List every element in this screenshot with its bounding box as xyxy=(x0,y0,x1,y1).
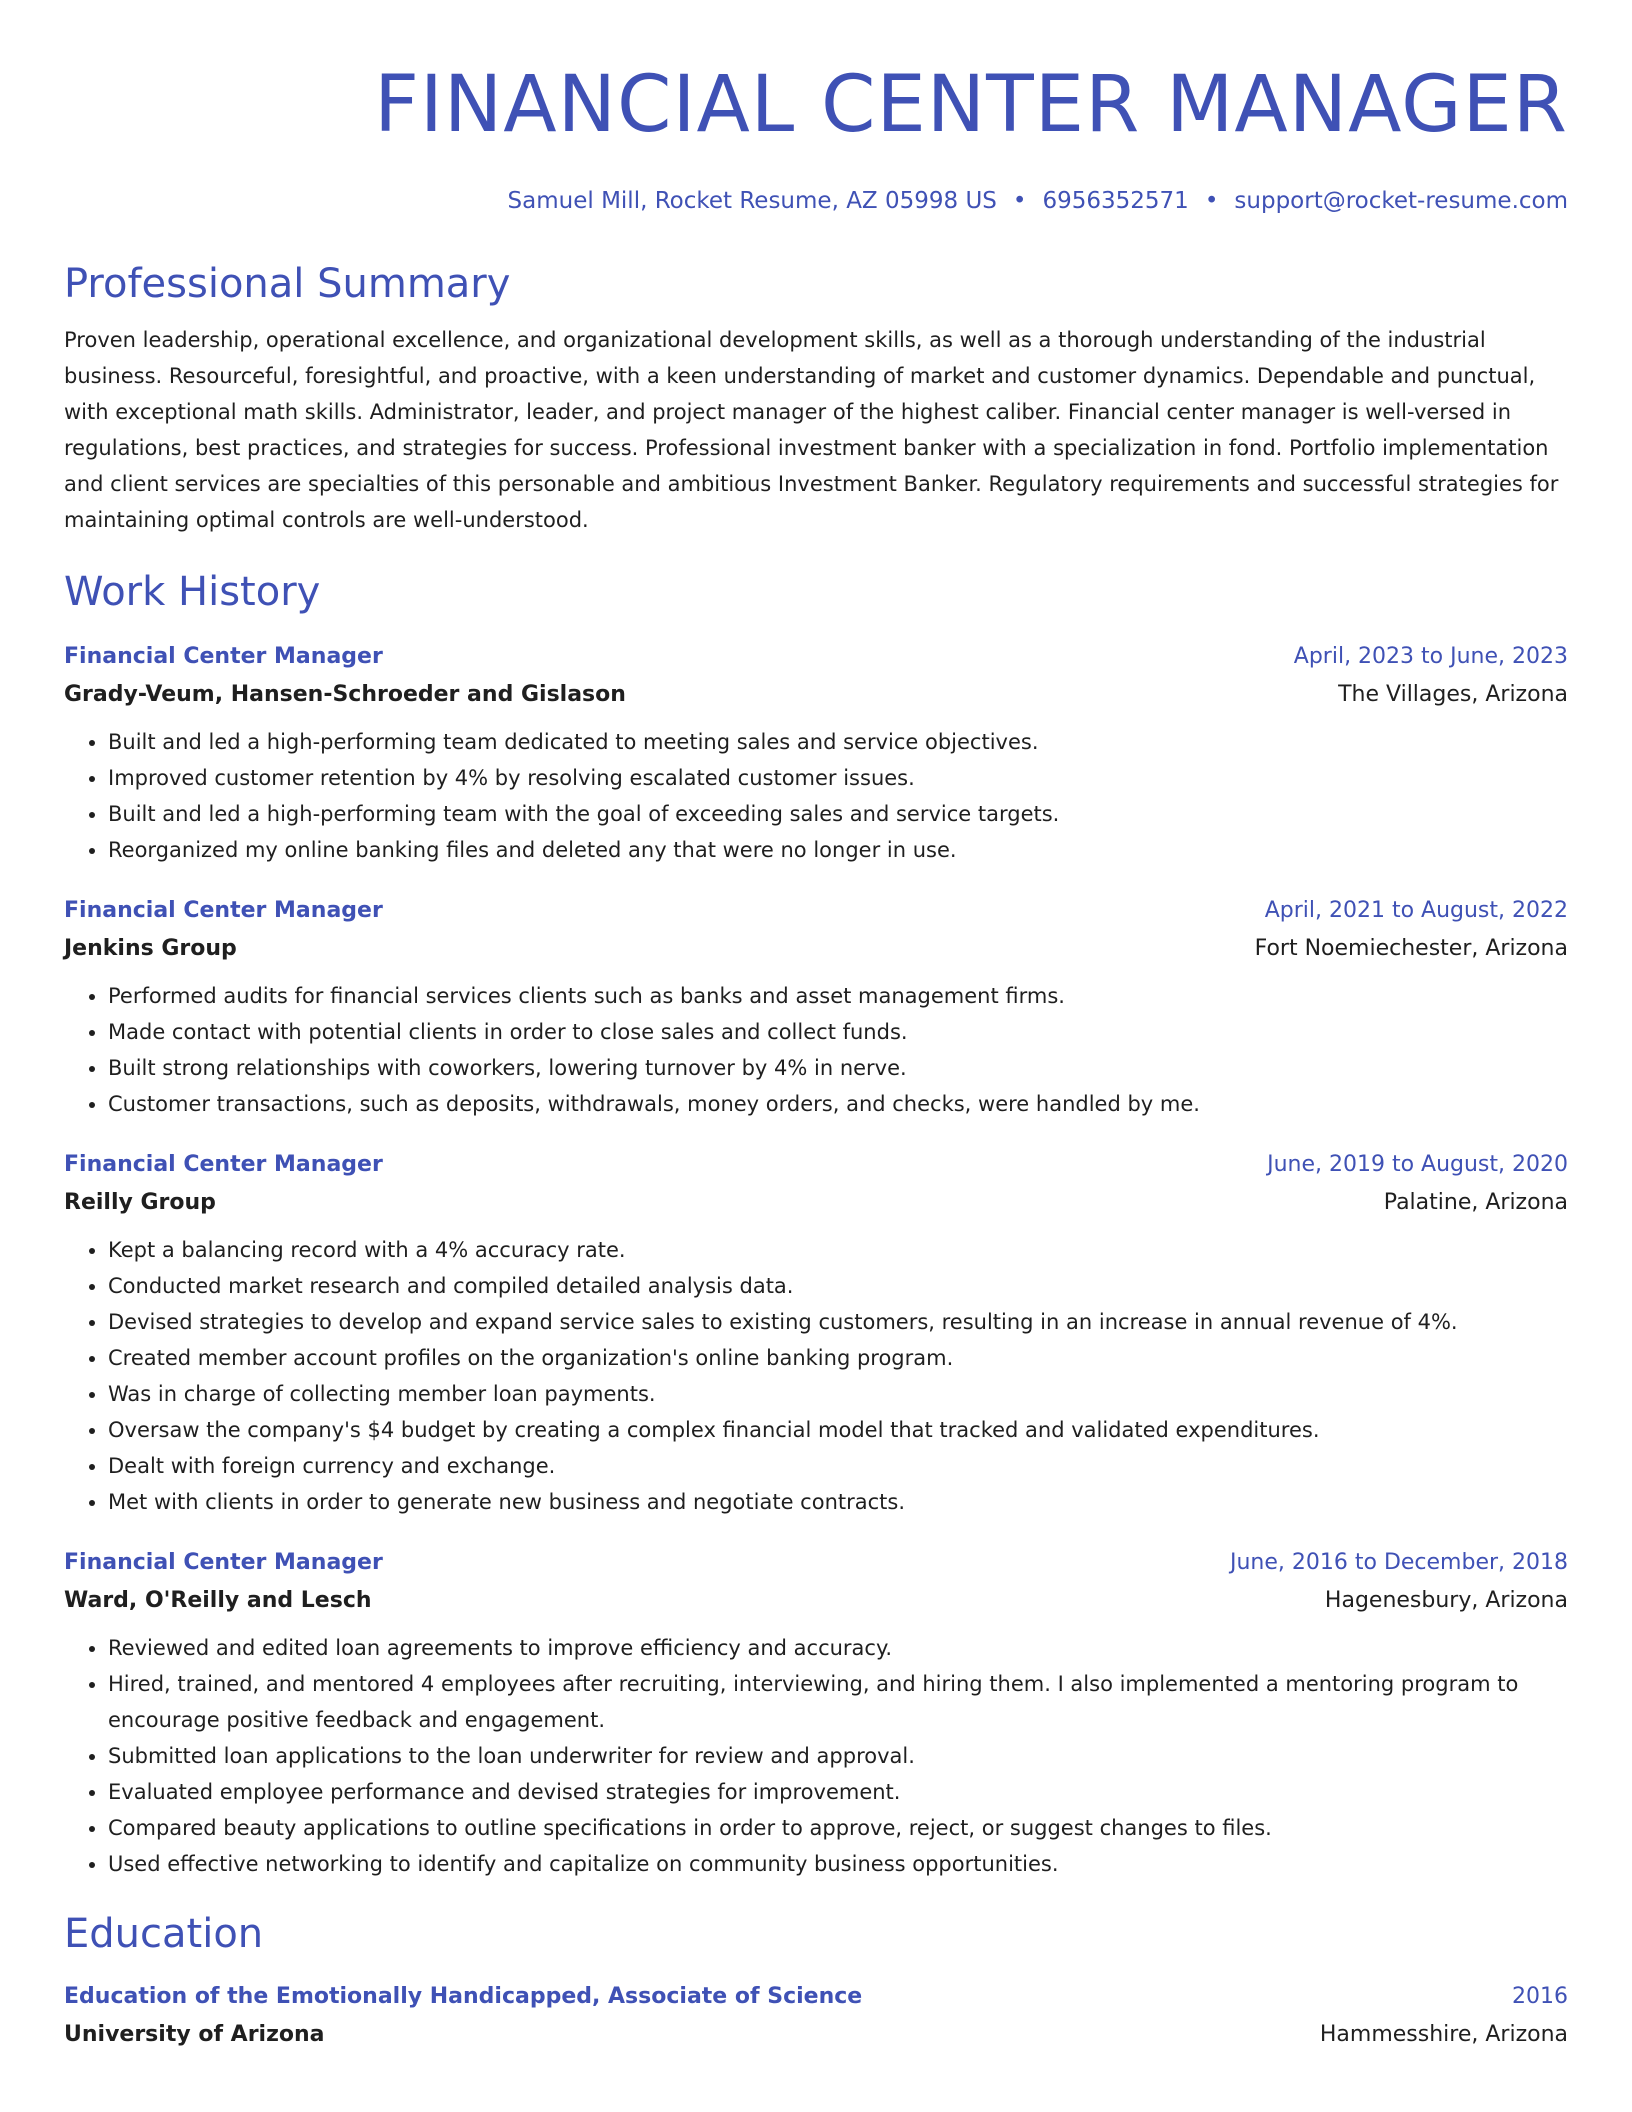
job-bullet: • Conducted market research and compiled detailed analysis data. xyxy=(108,1268,1568,1304)
job-bullet: • Reorganized my online banking files and deleted any that were no longer in use. xyxy=(108,832,1568,868)
job-title: Financial Center Manager xyxy=(64,1152,383,1177)
job-bullets xyxy=(64,724,1568,868)
education-degree: Education of the Emotionally Handicapped, Associate of Science xyxy=(64,1984,863,2009)
job-bullet: • Kept a balancing record with a 4% accuracy rate. xyxy=(108,1232,1568,1268)
job-entry xyxy=(64,892,1568,1122)
job-entry xyxy=(64,1146,1568,1520)
job-dates: April, 2021 to August, 2022 xyxy=(1264,898,1568,923)
job-bullet: • Improved customer retention by 4% by resolving escalated customer issues. xyxy=(108,760,1568,796)
contact-separator: • xyxy=(1204,188,1219,214)
resume-page xyxy=(64,0,1568,2054)
contact-line xyxy=(64,184,1568,218)
resume-title: FINANCIAL CENTER MANAGER xyxy=(374,60,1568,150)
education-year: 2016 xyxy=(1512,1984,1568,2009)
education-school: University of Arizona xyxy=(64,2022,325,2047)
job-bullet: • Hired, trained, and mentored 4 employees after recruiting, interviewing, and hiring them. I also implemented a mentoring program to encourage positive feedback and engagement. xyxy=(108,1666,1568,1738)
job-bullet: • Performed audits for financial services clients such as banks and asset management firms. xyxy=(108,978,1568,1014)
job-title: Financial Center Manager xyxy=(64,1550,383,1575)
job-bullet: • Customer transactions, such as deposits, withdrawals, money orders, and checks, were handled by me. xyxy=(108,1086,1568,1122)
job-bullets xyxy=(64,1232,1568,1520)
education-location: Hammesshire, Arizona xyxy=(1319,2022,1568,2047)
job-title: Financial Center Manager xyxy=(64,898,383,923)
job-entry xyxy=(64,638,1568,868)
education-heading: Education xyxy=(64,1911,264,1957)
education-entry xyxy=(64,1978,1568,2054)
job-bullet: • Used effective networking to identify and capitalize on community business opportunities. xyxy=(108,1846,1568,1882)
job-location: Palatine, Arizona xyxy=(1383,1190,1568,1215)
job-location: Fort Noemiechester, Arizona xyxy=(1254,936,1568,961)
job-company: Ward, O'Reilly and Lesch xyxy=(64,1588,372,1613)
work-history-heading: Work History xyxy=(64,569,321,615)
job-bullet: • Compared beauty applications to outline specifications in order to approve, reject, or suggest changes to files. xyxy=(108,1810,1568,1846)
job-bullet: • Dealt with foreign currency and exchange. xyxy=(108,1448,1568,1484)
job-bullet: • Submitted loan applications to the loan underwriter for review and approval. xyxy=(108,1738,1568,1774)
work-history-list xyxy=(64,638,1568,1882)
contact-email: support@rocket-resume.com xyxy=(1234,188,1568,214)
job-bullet: • Reviewed and edited loan agreements to improve efficiency and accuracy. xyxy=(108,1630,1568,1666)
job-bullet: • Oversaw the company's $4 budget by creating a complex financial model that tracked and validated expenditures. xyxy=(108,1412,1568,1448)
job-bullet: • Devised strategies to develop and expand service sales to existing customers, resulting in an increase in annual revenue of 4%. xyxy=(108,1304,1568,1340)
job-bullet: • Was in charge of collecting member loan payments. xyxy=(108,1376,1568,1412)
contact-address: Samuel Mill, Rocket Resume, AZ 05998 US xyxy=(507,188,997,214)
summary-heading: Professional Summary xyxy=(64,261,511,307)
job-bullet: • Created member account profiles on the organization's online banking program. xyxy=(108,1340,1568,1376)
job-title: Financial Center Manager xyxy=(64,644,383,669)
job-company: Jenkins Group xyxy=(64,936,237,961)
job-location: Hagenesbury, Arizona xyxy=(1324,1588,1568,1613)
summary-text: Proven leadership, operational excellence, and organizational development skills, as well as a thorough understanding of the industrial business. Resourceful, foresightful, and proactive, with a keen understanding of market and customer dynamics. Dependable and punctual, with exceptional math skills. Administrator, leader, and project manager of the highest caliber. Financial center manager is well-versed in regulations, best practices, and strategies for success. Professional investment banker with a specialization in fond. Portfolio implementation and client services are specialties of this personable and ambitious Investment Banker. Regulatory requirements and successful strategies for maintaining optimal controls are well-understood. xyxy=(64,328,1559,532)
job-dates: April, 2023 to June, 2023 xyxy=(1293,644,1568,669)
job-entry xyxy=(64,1544,1568,1882)
job-bullet: • Built and led a high-performing team dedicated to meeting sales and service objectives. xyxy=(108,724,1568,760)
job-dates: June, 2019 to August, 2020 xyxy=(1267,1152,1568,1177)
job-location: The Villages, Arizona xyxy=(1338,682,1568,707)
job-bullets xyxy=(64,978,1568,1122)
job-company: Reilly Group xyxy=(64,1190,216,1215)
job-bullets xyxy=(64,1630,1568,1882)
contact-separator: • xyxy=(1012,188,1027,214)
job-bullet: • Built and led a high-performing team with the goal of exceeding sales and service targets. xyxy=(108,796,1568,832)
job-bullet: • Made contact with potential clients in order to close sales and collect funds. xyxy=(108,1014,1568,1050)
job-bullet: • Built strong relationships with coworkers, lowering turnover by 4% in nerve. xyxy=(108,1050,1568,1086)
job-bullet: • Met with clients in order to generate new business and negotiate contracts. xyxy=(108,1484,1568,1520)
job-company: Grady-Veum, Hansen-Schroeder and Gislason xyxy=(64,682,626,707)
contact-phone: 6956352571 xyxy=(1042,188,1189,214)
job-dates: June, 2016 to December, 2018 xyxy=(1229,1550,1568,1575)
job-bullet: • Evaluated employee performance and devised strategies for improvement. xyxy=(108,1774,1568,1810)
